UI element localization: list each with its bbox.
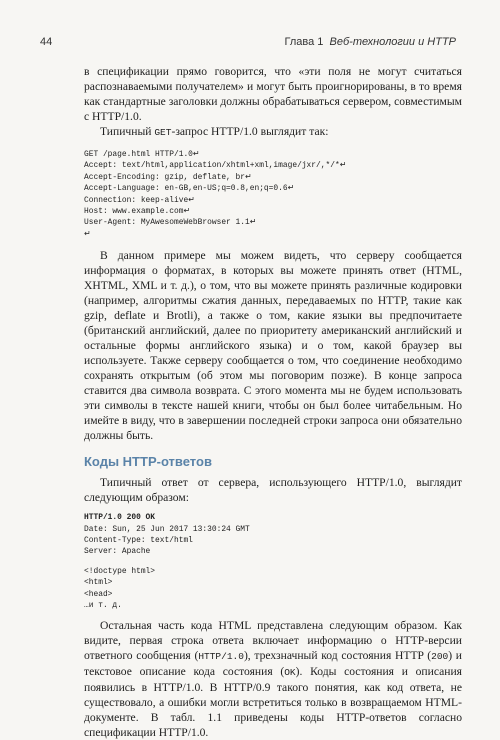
- response-status-line: HTTP/1.0 200 OK: [84, 513, 156, 523]
- response-body-code: <!doctype html> <html> <head> …и т. д.: [84, 566, 156, 611]
- running-head: [40, 36, 456, 48]
- inline-code-get: GET: [154, 127, 172, 138]
- section-heading: Коды HTTP-ответов: [84, 454, 212, 470]
- inline-code-status: 200: [431, 650, 449, 662]
- response-code-block: [84, 512, 462, 558]
- chapter-number: Глава 1: [284, 36, 324, 48]
- chapter-name: Веб-технологии и HTTP: [329, 36, 456, 48]
- paragraph-5-text-4: ). Коды состояния и описания появились в HTTP/1.0. В HTTP/0.9 такого понятия, как код ответа, не существовало, а ошибки могли встретиться только в возвращаемом HTML-документе. В табл. 1.1 приведены коды HTTP-ответов согласно спецификации HTTP/1.0.: [84, 664, 462, 739]
- paragraph-3: В данном примере мы можем видеть, что серверу сообщается информация о форматах, в которых вы можете принять ответ (HTML, XHTML, XML и т. д.), о том, что вы можете принять различные кодировки (например, алгоритмы сжатия данных, передаваемых по HTTP, такие как gzip, deflate и Brotli), а также о том, какие языки вы предпочитаете (британский английский, далее по приоритету американский английский и остальные формы английского языка) и о том, какой браузер вы используете. Также серверу сообщается о том, что соединение необходимо сохранять открытым (об этом мы поговорим позже). В конце запроса ставится два символа возврата. С этого момента мы не будем использовать эти символы в тексте нашей книги, чтобы он был более читабельным. Но имейте в виду, что в завершении последней строки запроса они обязательно должны быть.: [84, 249, 462, 443]
- paragraph-5-text-1: Остальная часть кода HTML представлена следующим образом. Как видите, первая строка ответа включает информацию о HTTP-версии ответного сообщения (: [84, 618, 462, 662]
- paragraph-2: [84, 124, 462, 140]
- response-headers: Date: Sun, 25 Jun 2017 13:30:24 GMT Content-Type: text/html Server: Apache: [84, 524, 250, 557]
- paragraph-5: [84, 618, 462, 740]
- inline-code-version: HTTP/1.0: [198, 650, 244, 662]
- paragraph-1: в спецификации прямо говорится, что «эти поля не могут считаться распознаваемыми получателем» и могут быть проигнорированы, в то время как стандартные заголовки должны обрабатываться сервером, совместимым с HTTP/1.0.: [84, 65, 462, 123]
- chapter-title: [285, 36, 456, 48]
- page-number: 44: [40, 36, 53, 48]
- paragraph-5-text-3: ) и текстовое описание кода состояния (: [84, 648, 463, 678]
- page-body: [84, 64, 462, 740]
- inline-code-ok: OK: [284, 666, 296, 678]
- paragraph-4: Типичный ответ от сервера, использующего HTTP/1.0, выглядит следующим образом:: [84, 476, 462, 505]
- paragraph-2-text-end: -запрос HTTP/1.0 выглядит так:: [171, 125, 329, 138]
- paragraph-2-text: Типичный: [100, 125, 155, 138]
- request-code-block: GET /page.html HTTP/1.0↵ Accept: text/html,application/xhtml+xml,image/jxr/,*/*↵ Accept-Encoding: gzip, deflate, br↵ Accept-Language: en-GB,en-US;q=0.8,en;q=0.6↵ Connection: keep-alive↵ Host: www.example.com↵ User-Agent: MyAwesomeWebBrowser 1.1↵ ↵: [84, 150, 347, 239]
- paragraph-5-text-2: ), трехзначный код состояния HTTP (: [243, 648, 432, 662]
